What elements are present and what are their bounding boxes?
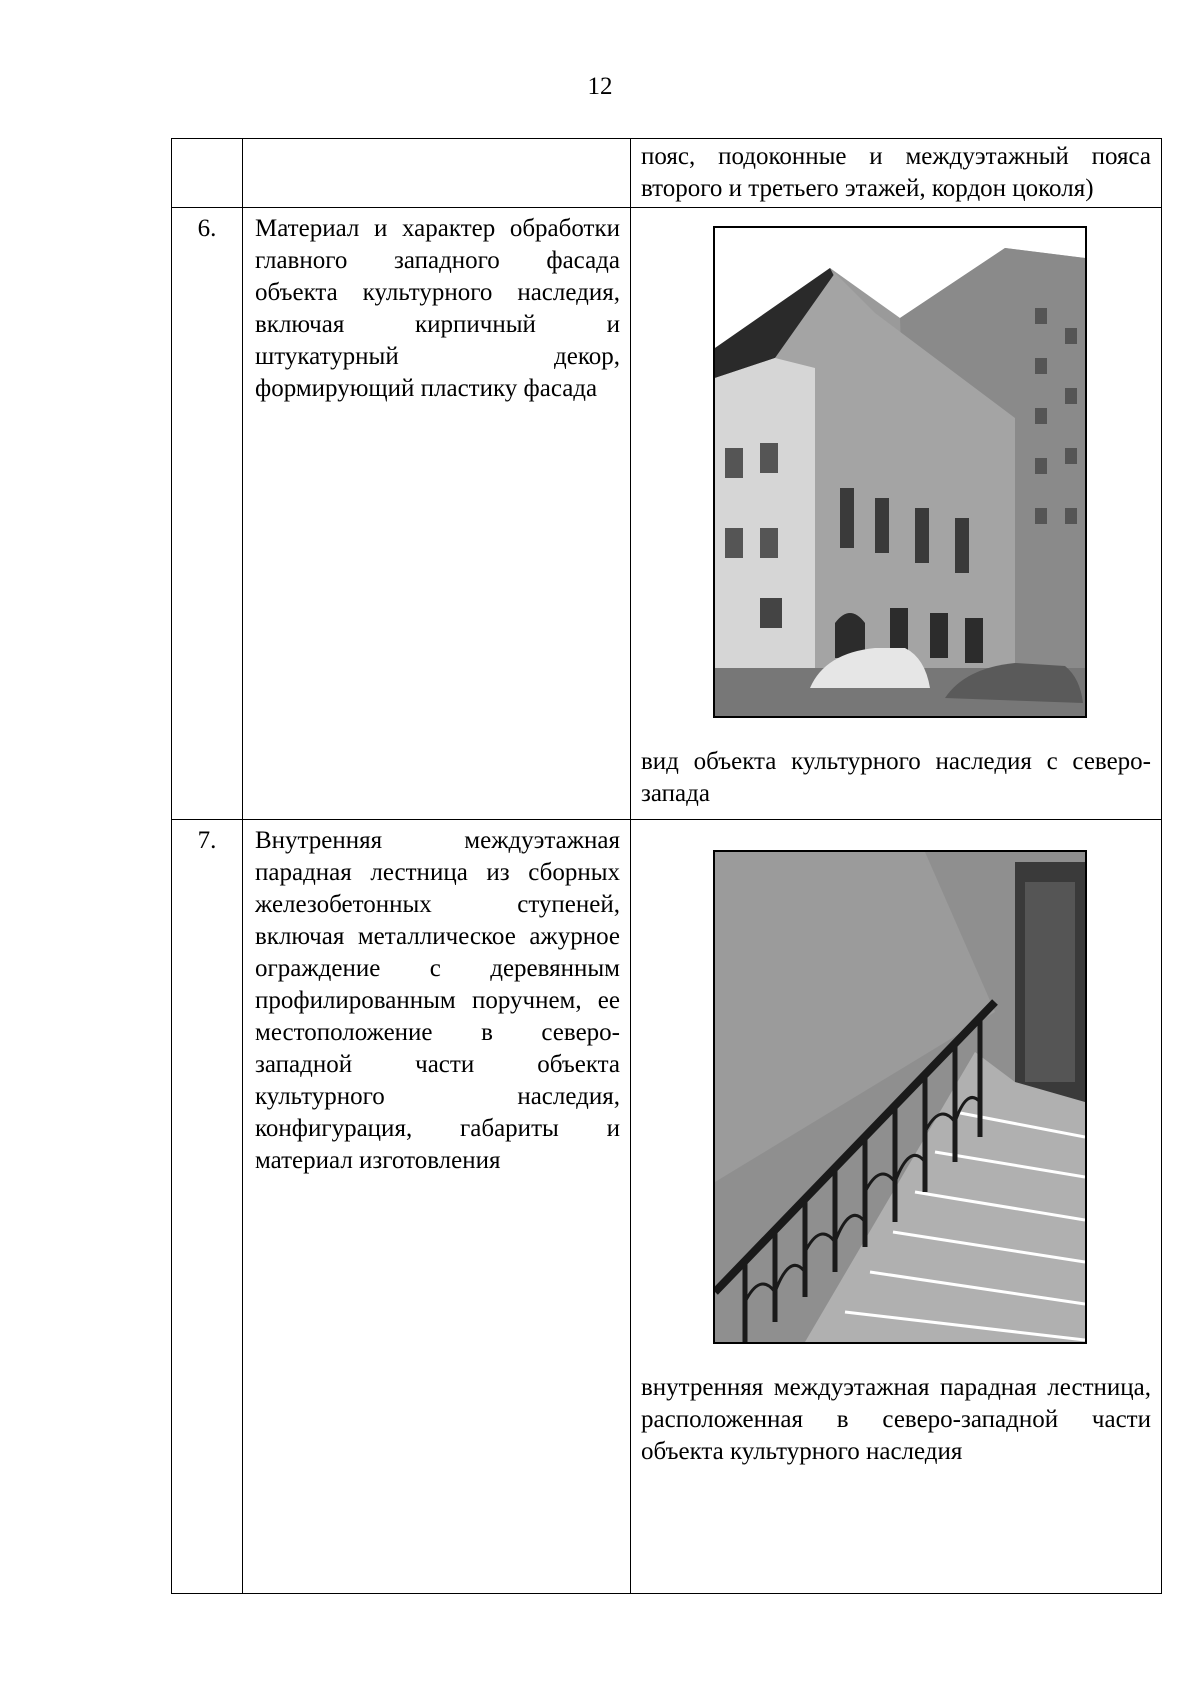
page-number: 12 xyxy=(587,73,613,100)
table-row xyxy=(172,208,1162,820)
row-number: 6. xyxy=(172,208,243,820)
cell-name xyxy=(243,208,631,820)
cell-photo xyxy=(631,820,1162,1594)
staircase-photo-image xyxy=(715,852,1085,1342)
facade-photo xyxy=(713,226,1087,718)
table-row-continuation xyxy=(172,139,1162,208)
facade-photo-image xyxy=(715,228,1085,716)
cell-photo xyxy=(631,208,1162,820)
continuation-text: пояс, подоконные и междуэтажный пояса второго и третьего этажей, кордон цоколя) xyxy=(641,143,1151,202)
photo-caption: внутренняя междуэтажная парадная лестница, расположенная в северо-западной части объекта культурного наследия xyxy=(641,1374,1151,1465)
element-name: Материал и характер обработки главного западного фасада объекта культурного наследия, включая кирпичный и штукатурный декор, формирующий пластику фасада xyxy=(255,215,620,402)
element-name: Внутренняя междуэтажная парадная лестница из сборных железобетонных ступеней, включая металлическое ажурное ограждение с деревянным профилированным поручнем, ее местоположение в северо-западной части объекта культурного наследия, конфигурация, габариты и материал изготовления xyxy=(255,827,620,1174)
table-row xyxy=(172,820,1162,1594)
cell-description xyxy=(631,139,1162,208)
heritage-elements-table xyxy=(171,138,1162,1594)
row-number: 7. xyxy=(172,820,243,1594)
staircase-photo xyxy=(713,850,1087,1344)
photo-caption: вид объекта культурного наследия с северо-запада xyxy=(641,748,1151,807)
cell-num-empty xyxy=(172,139,243,208)
cell-name xyxy=(243,820,631,1594)
cell-name-empty xyxy=(243,139,631,208)
